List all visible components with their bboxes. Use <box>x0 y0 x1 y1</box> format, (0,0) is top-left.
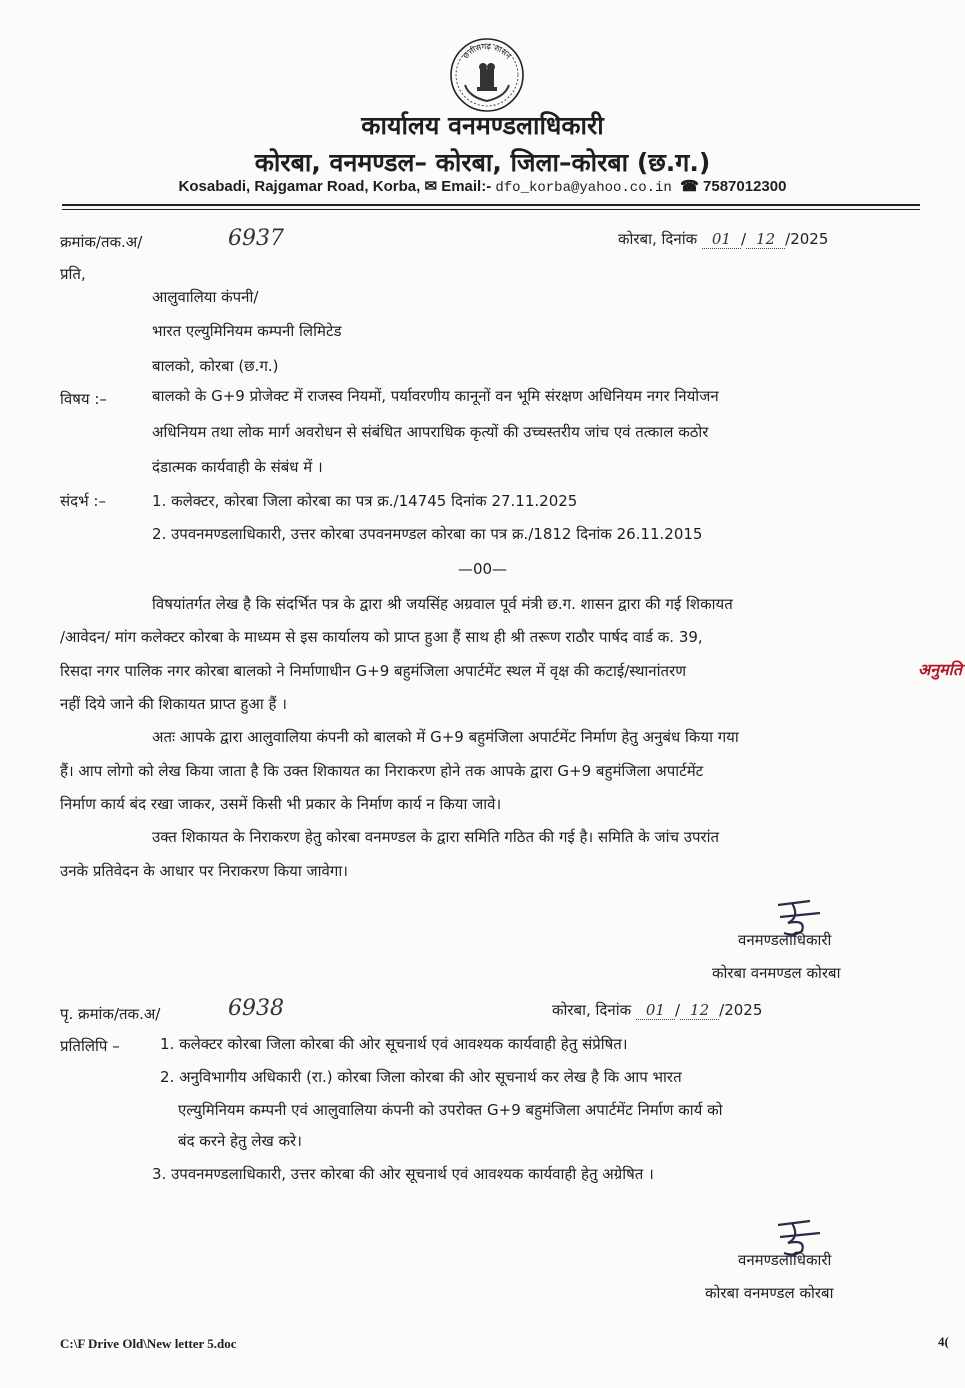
copy-ref-number: 6938 <box>228 996 284 1021</box>
to-label: प्रति, <box>60 265 86 283</box>
copy-date: कोरबा, दिनांक 01 / 12 /2025 <box>552 1001 763 1019</box>
body-line: अतः आपके द्वारा आलुवालिया कंपनी को बालको में G+9 बहुमंजिला अपार्टमेंट निर्माण हेतु अनुबंध किया गया <box>152 728 739 746</box>
date-label: कोरबा, दिनांक <box>618 230 698 248</box>
address-line <box>0 177 965 196</box>
phone: 7587012300 <box>703 178 787 195</box>
copy-item: बंद करने हेतु लेख करे। <box>178 1132 302 1150</box>
email-label: Email:- <box>441 178 492 195</box>
reference-item: 1. कलेक्टर, कोरबा जिला कोरबा का पत्र क्र./14745 दिनांक 27.11.2025 <box>152 492 578 510</box>
copy-item: एल्युमिनियम कम्पनी एवं आलुवालिया कंपनी को उपरोक्त G+9 बहुमंजिला अपार्टमेंट निर्माण कार्य को <box>178 1101 723 1119</box>
ref-number: 6937 <box>228 226 284 251</box>
body-line: हैं। आप लोगो को लेख किया जाता है कि उक्त शिकायत का निराकरण होने तक आपके द्वारा G+9 बहुमंजिला अपार्टमेंट <box>60 762 704 780</box>
ref-label: क्रमांक/तक.अ/ <box>60 233 143 251</box>
office-title: कार्यालय वनमण्डलाधिकारी <box>361 111 604 140</box>
date-month: 12 <box>746 230 785 249</box>
body-line: नहीं दिये जाने की शिकायत प्राप्त हुआ हैं । <box>60 695 287 713</box>
date-day: 01 <box>702 230 741 249</box>
mail-icon: ✉ <box>424 178 438 195</box>
date-day: 01 <box>636 1001 675 1020</box>
copy-label: प्रतिलिपि – <box>60 1037 120 1055</box>
signature-title: वनमण्डलाधिकारी <box>738 931 832 949</box>
date-year: /2025 <box>719 1001 763 1019</box>
reference-label: संदर्भ :– <box>60 492 106 510</box>
email: dfo_korba@yahoo.co.in <box>495 180 672 196</box>
subject-line: दंडात्मक कार्यवाही के संबंध में । <box>152 458 323 476</box>
page-mark: 4( <box>938 1334 949 1349</box>
margin-annotation: अनुमति <box>918 660 962 679</box>
body-line: निर्माण कार्य बंद रखा जाकर, उसमें किसी भी प्रकार के निर्माण कार्य न किया जावे। <box>60 795 502 813</box>
header-rule <box>62 204 920 206</box>
recipient-line: भारत एल्युमिनियम कम्पनी लिमिटेड <box>152 322 342 340</box>
recipient-line: आलुवालिया कंपनी/ <box>152 288 259 306</box>
emblem-text: छत्तीसगढ़ शासन <box>461 41 513 61</box>
copy-item: 1. कलेक्टर कोरबा जिला कोरबा की ओर सूचनार्थ एवं आवश्यक कार्यवाही हेतु संप्रेषित। <box>160 1035 628 1053</box>
copy-item: 2. अनुविभागीय अधिकारी (रा.) कोरबा जिला कोरबा की ओर सूचनार्थ कर लेख है कि आप भारत <box>160 1068 682 1086</box>
reference-item: 2. उपवनमण्डलाधिकारी, उत्तर कोरबा उपवनमण्डल कोरबा का पत्र क्र./1812 दिनांक 26.11.2015 <box>152 525 703 543</box>
signature-place: कोरबा वनमण्डल कोरबा <box>705 1284 834 1302</box>
address: Kosabadi, Rajgamar Road, Korba, <box>178 178 421 195</box>
body-line: उक्त शिकायत के निराकरण हेतु कोरबा वनमण्डल के द्वारा समिति गठित की गई है। समिति के जांच उपरांत <box>152 828 720 846</box>
header-rule-thin <box>62 209 920 210</box>
date-year: /2025 <box>785 230 829 248</box>
signature-title: वनमण्डलाधिकारी <box>738 1251 832 1269</box>
government-emblem <box>447 35 527 115</box>
date-month: 12 <box>680 1001 719 1020</box>
subject-line: अधिनियम तथा लोक मार्ग अवरोधन से संबंधित आपराधिक कृत्यों की उच्चस्तरीय जांच एवं तत्काल कठोर <box>152 423 709 441</box>
body-line: उनके प्रतिवेदन के आधार पर निराकरण किया जावेगा। <box>60 862 348 880</box>
letter-date: कोरबा, दिनांक 01 / 12 /2025 <box>618 230 829 248</box>
file-path: C:\F Drive Old\New letter 5.doc <box>60 1336 237 1351</box>
subject-label: विषय :– <box>60 390 107 408</box>
phone-icon: ☎ <box>680 178 699 195</box>
signature-place: कोरबा वनमण्डल कोरबा <box>712 964 841 982</box>
copy-ref-label: पृ. क्रमांक/तक.अ/ <box>60 1005 161 1023</box>
date-label: कोरबा, दिनांक <box>552 1001 632 1019</box>
body-line: विषयांतर्गत लेख है कि संदर्भित पत्र के द्वारा श्री जयसिंह अग्रवाल पूर्व मंत्री छ.ग. शासन द्वारा की गई शिकायत <box>152 595 733 613</box>
separator: —00— <box>457 560 508 578</box>
body-line: रिसदा नगर पालिक नगर कोरबा बालको ने निर्माणाधीन G+9 बहुमंजिला अपार्टमेंट स्थल में वृक्ष की कटाई/स्थानांतरण <box>60 662 687 680</box>
body-line: /आवेदन/ मांग कलेक्टर कोरबा के माध्यम से इस कार्यालय को प्राप्त हुआ हैं साथ ही श्री तरूण राठौर पार्षद वार्ड क. 39, <box>60 628 703 646</box>
office-subtitle: कोरबा, वनमण्डल– कोरबा, जिला–कोरबा (छ.ग.) <box>254 148 711 177</box>
copy-item: 3. उपवनमण्डलाधिकारी, उत्तर कोरबा की ओर सूचनार्थ एवं आवश्यक कार्यवाही हेतु अग्रेषित । <box>152 1165 654 1183</box>
recipient-line: बालको, कोरबा (छ.ग.) <box>152 357 279 375</box>
subject-line: बालको के G+9 प्रोजेक्ट में राजस्व नियमों, पर्यावरणीय कानूनों वन भूमि संरक्षण अधिनियम नगर नियोजन <box>152 387 719 405</box>
